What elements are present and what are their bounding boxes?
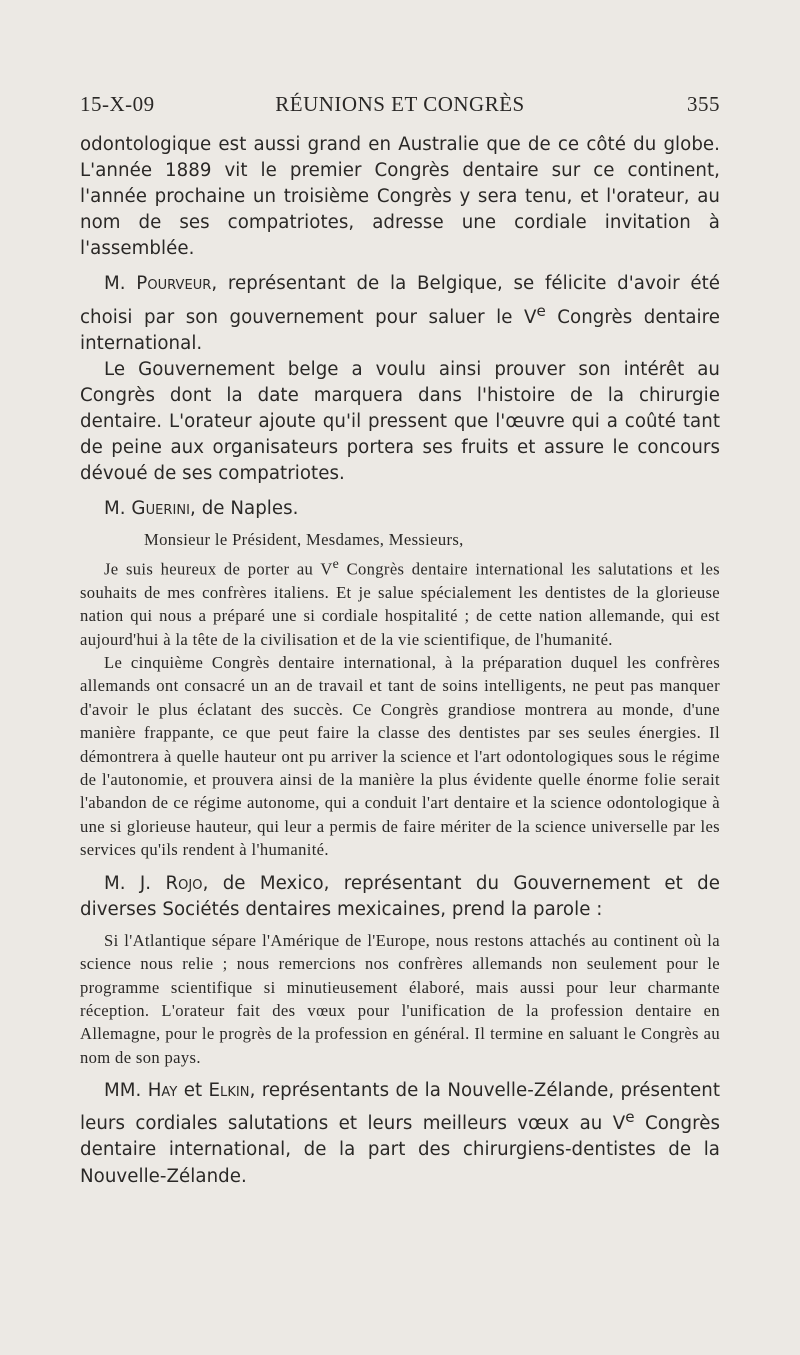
- paragraph-rojo: M. J. Rojo, de Mexico, représentant du Gouvernement et de diverses Sociétés dentaires mexicaines, prend la parole :: [80, 872, 720, 920]
- salutation: Monsieur le Président, Mesdames, Messieurs,: [144, 530, 464, 550]
- paragraph-guerini: M. Guerini, de Naples.: [104, 498, 299, 520]
- paragraph-guerini-speech: Je suis heureux de porter au Ve Congrès dentaire international les salutations et les souhaits de mes confrères italiens. Et je salue spécialement les dentistes de la glorieuse nation qui nous a préparé une si cordiale hospitalité ; de cette nation allemande, qui est aujourd'hui à la tête de la civilisation et de la vie scientifique, de l'humanité.: [80, 555, 720, 649]
- page-number: 355: [687, 92, 720, 116]
- paragraph-hay-elkin: MM. Hay et Elkin, représentants de la Nouvelle-Zélande, présentent leurs cordiales salutations et leurs meilleurs vœux au Ve Congrès dentaire international, de la part des chirurgiens-dentistes de la Nouvelle-Zélande.: [80, 1080, 720, 1187]
- paragraph-pourveur: M. Pourveur, représentant de la Belgique, se félicite d'avoir été choisi par son gouvernement pour saluer le Ve Congrès dentaire international.: [80, 273, 720, 354]
- header-date: 15-X-09: [80, 92, 155, 116]
- paragraph-rojo-speech: Si l'Atlantique sépare l'Amérique de l'Europe, nous restons attachés au continent où la science nous relie ; nous remercions nos confrères allemands non seulement pour le programme scientifique si minutieusement élaboré, mais aussi pour leur charmante réception. L'orateur fait des vœux pour l'unification de la profession dentaire en Allemagne, pour le progrès de la profession en général. Il termine en saluant le Congrès au nom de son pays.: [80, 930, 720, 1067]
- speaker-name-rojo: Rojo: [165, 872, 203, 894]
- speaker-name-elkin: Elkin: [208, 1080, 250, 1102]
- paragraph-australia: odontologique est aussi grand en Australie que de ce côté du globe. L'année 1889 vit le premier Congrès dentaire sur ce continent, l'année prochaine un troisième Congrès y sera tenu, et l'orateur, au nom de ses compatriotes, adresse une cordiale invitation à l'assemblée.: [80, 134, 720, 260]
- running-header: [80, 92, 720, 122]
- speaker-name-pourveur: Pourveur: [136, 273, 212, 295]
- speaker-name-hay: Hay: [147, 1080, 178, 1102]
- page-body: [80, 132, 720, 1190]
- header-running-title: RÉUNIONS ET CONGRÈS: [275, 92, 525, 116]
- paragraph-fifth-congress: Le cinquième Congrès dentaire international, à la préparation duquel les confrères allemands ont consacré un an de travail et tant de soins intelligents, ne peut pas manquer d'avoir le plus éclatant des succès. Ce Congrès grandiose montrera au monde, d'une manière frappante, ce que peut faire la classe des dentistes par ses seules énergies. Il démontrera à quelle hauteur ont pu arriver la science et l'art odontologiques sous le régime de l'autonomie, et prouvera ainsi de la manière la plus évidente quelle énorme folie serait l'abandon de ce régime autonome, qui a conduit l'art dentaire et la science odontologique à une si glorieuse hauteur, qui leur a permis de faire mériter de la science universelle par les services qu'ils rendent à l'humanité.: [80, 652, 720, 860]
- paragraph-belgian-government: Le Gouvernement belge a voulu ainsi prouver son intérêt au Congrès dont la date marquera dans l'histoire de la chirurgie dentaire. L'orateur ajoute qu'il pressent que l'œuvre qui a coûté tant de peine aux organisateurs portera ses fruits et assure le concours dévoué de ses compatriotes.: [80, 358, 720, 485]
- speaker-name-guerini: Guerini: [131, 498, 191, 520]
